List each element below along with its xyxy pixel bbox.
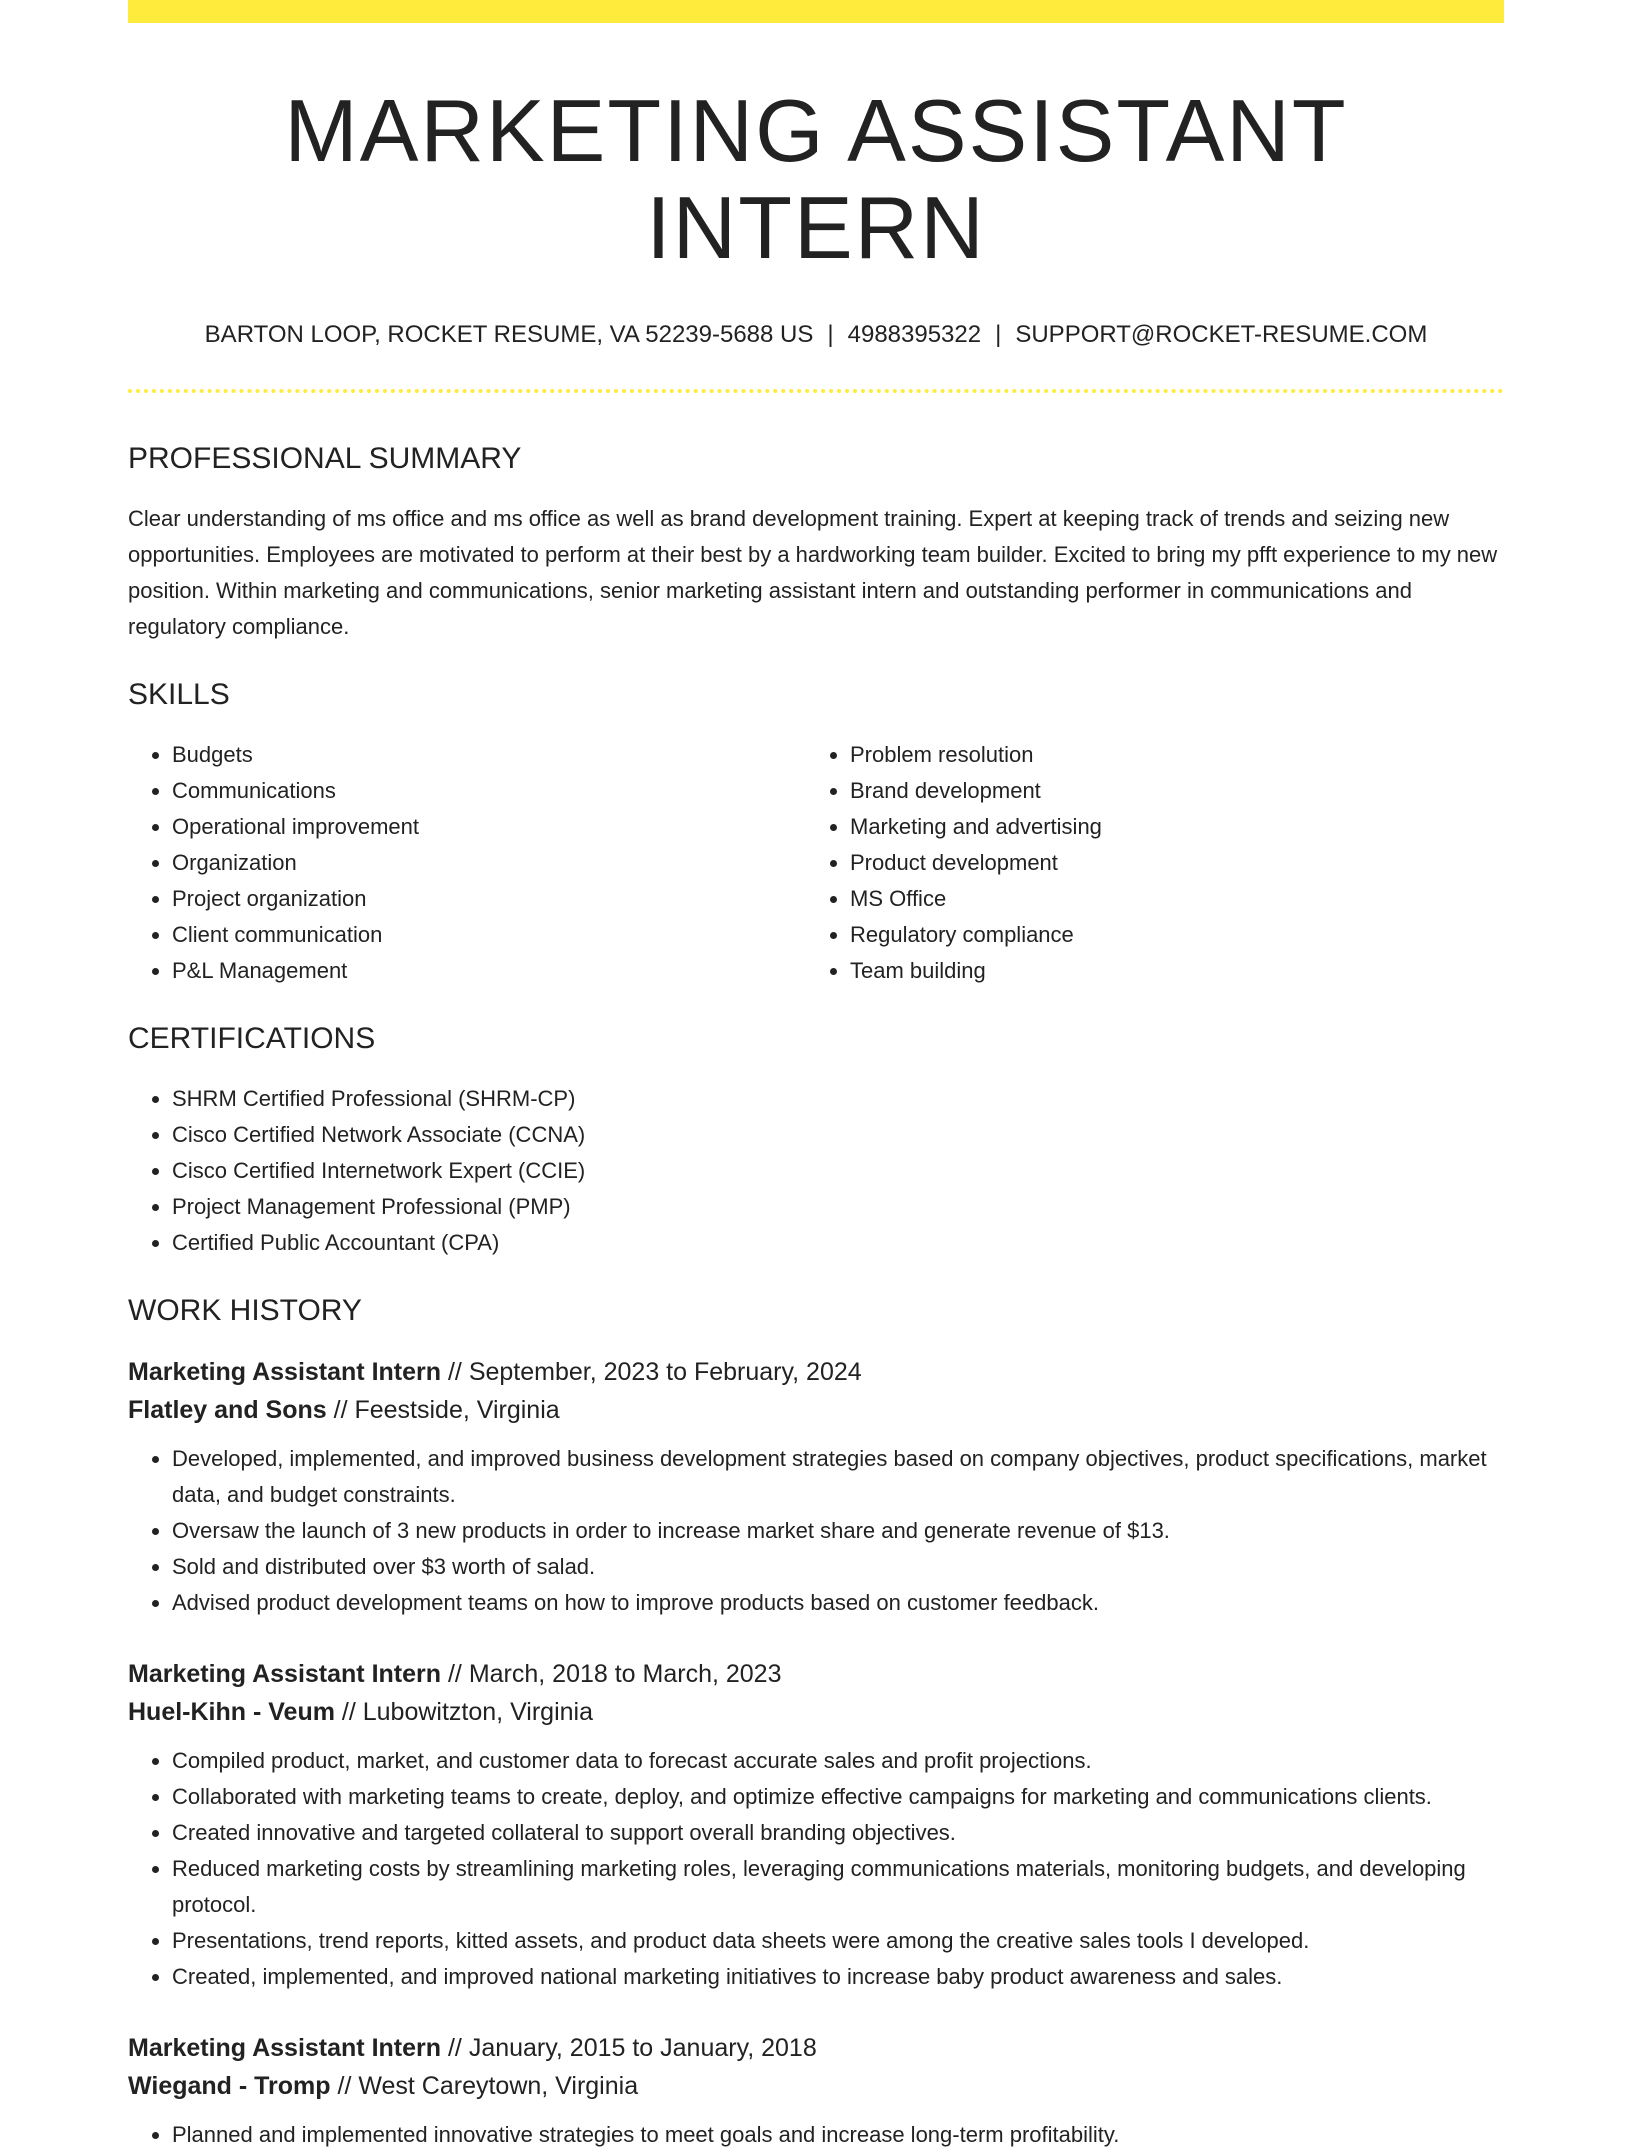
job-company-line bbox=[128, 1693, 1504, 1731]
skill-item: • Client communication bbox=[172, 917, 806, 953]
job-bullet: • Created innovative and targeted collateral to support overall branding objectives. bbox=[172, 1815, 1504, 1851]
job-company: Huel-Kihn - Veum bbox=[128, 1698, 335, 1727]
resume-name-title: MARKETING ASSISTANT INTERN bbox=[284, 81, 1348, 277]
job-location: // West Careytown, Virginia bbox=[330, 2072, 639, 2101]
job-title-line bbox=[128, 1353, 1504, 1391]
job-title: Marketing Assistant Intern bbox=[128, 1660, 442, 1689]
job-bullet: • Sold and distributed over $3 worth of salad. bbox=[172, 1549, 1504, 1585]
job-bullet: • Oversaw the launch of 3 new products in order to increase market share and generate revenue of $13. bbox=[172, 1513, 1504, 1549]
job-bullet: • Reduced marketing costs by streamlining marketing roles, leveraging communications materials, monitoring budgets, and developing protocol. bbox=[172, 1851, 1504, 1923]
job-bullet: • Presentations, trend reports, kitted assets, and product data sheets were among the creative sales tools I developed. bbox=[172, 1923, 1504, 1959]
skill-item: • Budgets bbox=[172, 737, 806, 773]
skill-item: • Organization bbox=[172, 845, 806, 881]
contact-phone: 4988395322 bbox=[847, 320, 982, 348]
summary-heading: PROFESSIONAL SUMMARY bbox=[128, 442, 522, 476]
job-bullet: • Created, implemented, and improved national marketing initiatives to increase baby product awareness and sales. bbox=[172, 1959, 1504, 1995]
job-bullet: • Planned and implemented innovative strategies to meet goals and increase long-term profitability. bbox=[172, 2117, 1504, 2153]
certification-item: • SHRM Certified Professional (SHRM-CP) bbox=[172, 1081, 1504, 1117]
certification-item: • Project Management Professional (PMP) bbox=[172, 1189, 1504, 1225]
certification-item: • Cisco Certified Internetwork Expert (CCIE) bbox=[172, 1153, 1504, 1189]
job-location: // Feestside, Virginia bbox=[326, 1396, 560, 1425]
contact-email: SUPPORT@ROCKET-RESUME.COM bbox=[1015, 320, 1428, 348]
job-company: Wiegand - Tromp bbox=[128, 2072, 331, 2101]
skill-item: • Communications bbox=[172, 773, 806, 809]
top-accent-bar bbox=[128, 0, 1504, 23]
job-title-line bbox=[128, 1655, 1504, 1693]
skill-item: • Problem resolution bbox=[850, 737, 1484, 773]
certification-item: • Cisco Certified Network Associate (CCNA) bbox=[172, 1117, 1504, 1153]
job-dates: // March, 2018 to March, 2023 bbox=[441, 1660, 782, 1689]
skill-item: • Team building bbox=[850, 953, 1484, 989]
certifications-heading: CERTIFICATIONS bbox=[128, 1022, 376, 1056]
skills-right-list bbox=[806, 737, 1484, 989]
skill-item: • Project organization bbox=[172, 881, 806, 917]
contact-separator: | bbox=[827, 320, 834, 348]
job-bullet: • Developed, implemented, and improved business development strategies based on company objectives, product specifications, market data, and budget constraints. bbox=[172, 1441, 1504, 1513]
skill-item: • P&L Management bbox=[172, 953, 806, 989]
job-entry bbox=[128, 2029, 1504, 2153]
skill-item: • Marketing and advertising bbox=[850, 809, 1484, 845]
job-bullets bbox=[128, 1743, 1504, 1995]
certifications-list bbox=[128, 1081, 1504, 1261]
job-title: Marketing Assistant Intern bbox=[128, 2034, 442, 2063]
certification-item: • Certified Public Accountant (CPA) bbox=[172, 1225, 1504, 1261]
job-entry bbox=[128, 1655, 1504, 1995]
job-location: // Lubowitzton, Virginia bbox=[334, 1698, 593, 1727]
job-bullet: • Collaborated with marketing teams to create, deploy, and optimize effective campaigns for marketing and communications clients. bbox=[172, 1779, 1504, 1815]
work-history-heading: WORK HISTORY bbox=[128, 1294, 362, 1328]
job-entry bbox=[128, 1353, 1504, 1621]
job-dates: // January, 2015 to January, 2018 bbox=[441, 2034, 817, 2063]
skill-item: • Brand development bbox=[850, 773, 1484, 809]
contact-address: BARTON LOOP, ROCKET RESUME, VA 52239-5688 US bbox=[204, 320, 814, 348]
job-title: Marketing Assistant Intern bbox=[128, 1358, 442, 1387]
contact-line bbox=[128, 321, 1504, 350]
skills-columns bbox=[128, 737, 1504, 989]
skill-item: • Regulatory compliance bbox=[850, 917, 1484, 953]
job-company-line bbox=[128, 1391, 1504, 1429]
header-divider bbox=[128, 389, 1504, 393]
job-company-line bbox=[128, 2067, 1504, 2105]
job-bullets bbox=[128, 2117, 1504, 2153]
job-dates: // September, 2023 to February, 2024 bbox=[441, 1358, 862, 1387]
skill-item: • Operational improvement bbox=[172, 809, 806, 845]
skill-item: • Product development bbox=[850, 845, 1484, 881]
resume-page bbox=[128, 0, 1504, 2153]
job-bullet: • Compiled product, market, and customer data to forecast accurate sales and profit projections. bbox=[172, 1743, 1504, 1779]
skills-left-list bbox=[128, 737, 806, 989]
job-bullets bbox=[128, 1441, 1504, 1621]
skill-item: • MS Office bbox=[850, 881, 1484, 917]
contact-separator: | bbox=[995, 320, 1002, 348]
job-bullet: • Advised product development teams on how to improve products based on customer feedback. bbox=[172, 1585, 1504, 1621]
job-company: Flatley and Sons bbox=[128, 1396, 327, 1425]
skills-heading: SKILLS bbox=[128, 678, 230, 712]
job-title-line bbox=[128, 2029, 1504, 2067]
summary-text: Clear understanding of ms office and ms office as well as brand development training. Expert at keeping track of trends and seizing new opportunities. Employees are motivated to perform at their best by a hardworking team builder. Excited to bring my pfft experience to my new position. Within marketing and communications, senior marketing assistant intern and outstanding performer in communications and regulatory compliance. bbox=[128, 506, 1498, 640]
